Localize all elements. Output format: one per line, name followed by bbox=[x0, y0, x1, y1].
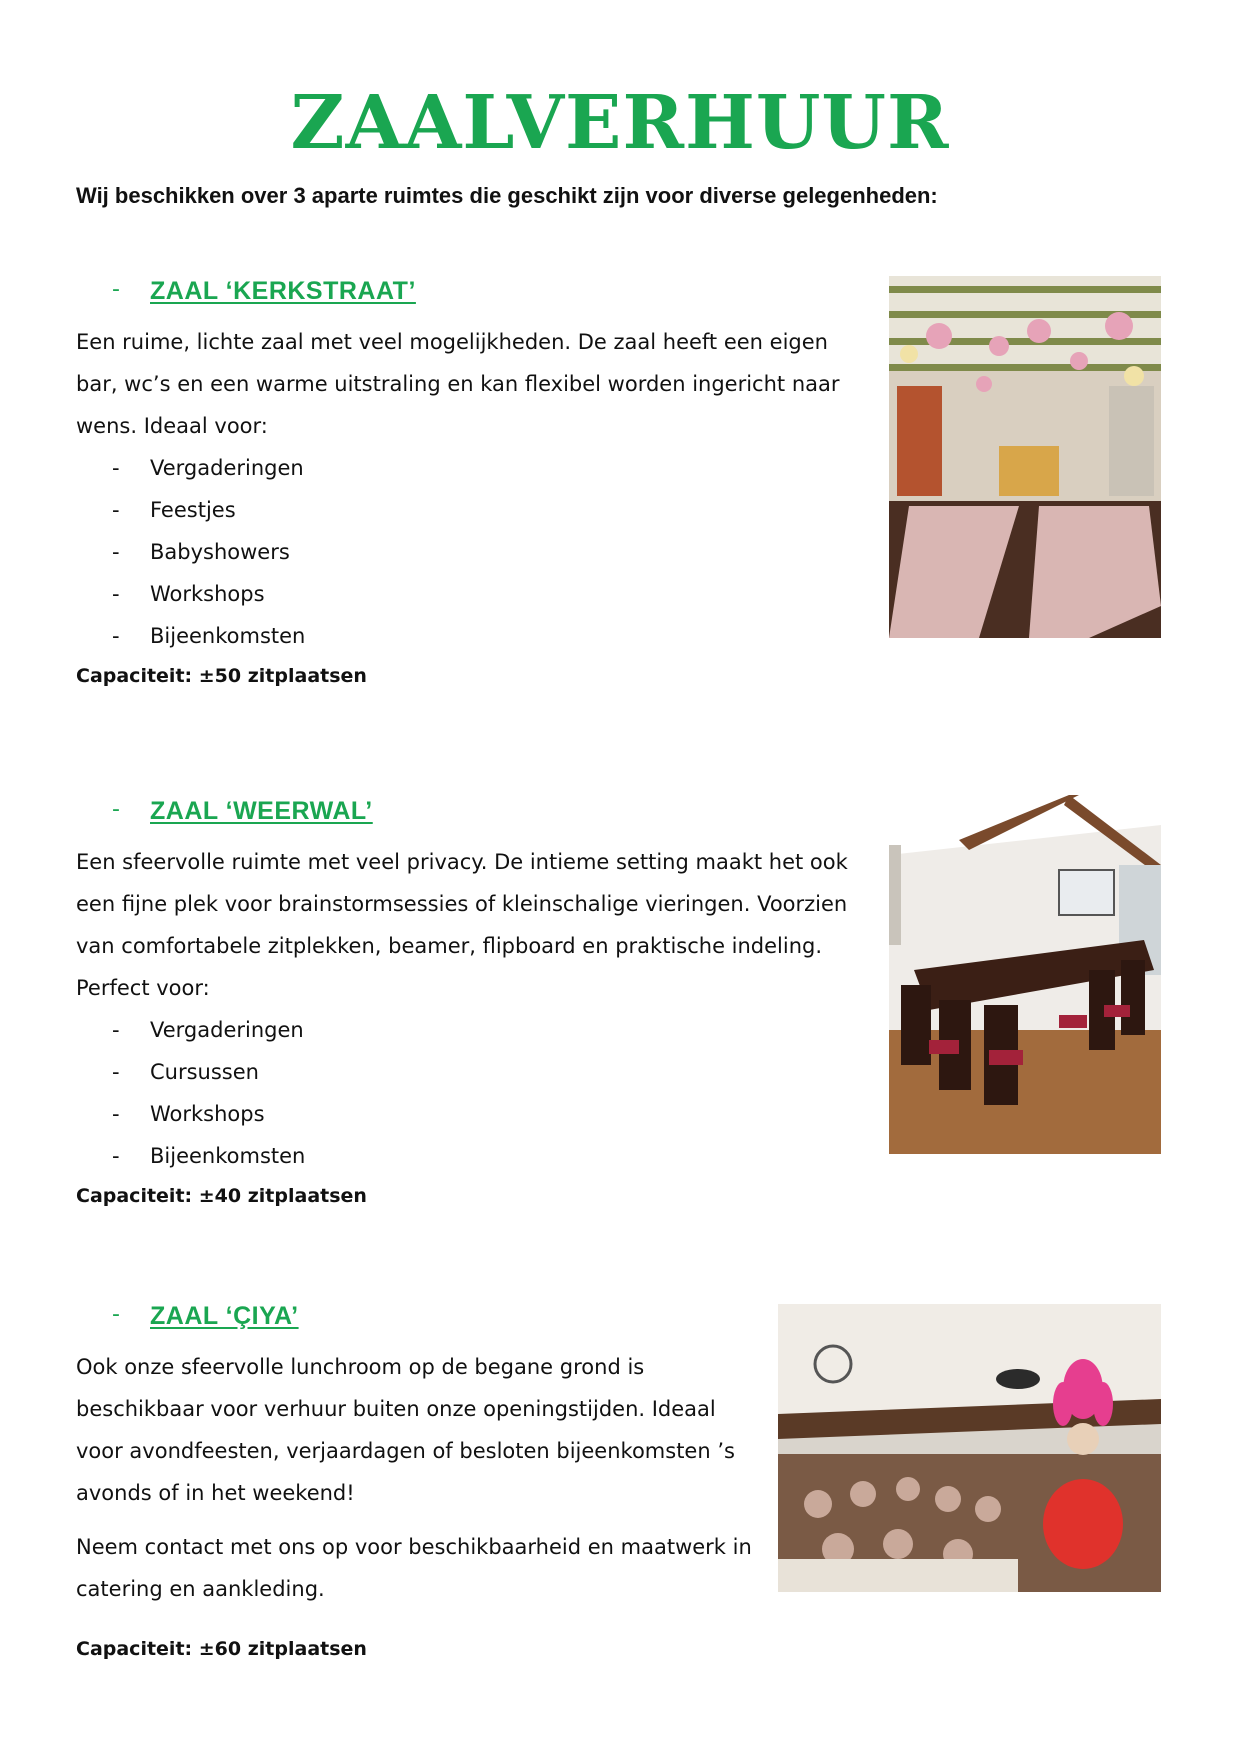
section-heading bbox=[76, 797, 876, 841]
list-item: - Babyshowers bbox=[112, 540, 290, 564]
section-title-weerwal: ZAAL ‘WEERWAL’ bbox=[150, 797, 373, 825]
list-item: - Feestjes bbox=[112, 498, 236, 522]
section-description: Ook onze sfeervolle lunchroom op de begane grond is beschikbaar voor verhuur buiten onze openingstijden. Ideaal voor avondfeesten, verjaardagen of besloten bijeenkomsten ’s avonds of in het weekend! bbox=[76, 1355, 735, 1505]
capacity bbox=[76, 1177, 876, 1215]
page-title: ZAALVERHUUR bbox=[290, 80, 950, 166]
list-item: - Cursussen bbox=[112, 1060, 259, 1084]
suitability-list bbox=[76, 1009, 876, 1177]
capacity bbox=[76, 657, 876, 695]
section-heading bbox=[76, 1302, 766, 1346]
list-item: - Workshops bbox=[112, 582, 265, 606]
list-item: - Vergaderingen bbox=[112, 456, 304, 480]
list-item: - Bijeenkomsten bbox=[112, 624, 306, 648]
intro-text: Wij beschikken over 3 aparte ruimtes die geschikt zijn voor diverse gelegenheden: bbox=[76, 183, 938, 208]
section-kerkstraat bbox=[76, 277, 876, 695]
list-item: - Workshops bbox=[112, 1102, 265, 1126]
capacity bbox=[76, 1630, 766, 1668]
list-item: - Vergaderingen bbox=[112, 1018, 304, 1042]
heading-dash: - bbox=[112, 277, 120, 302]
capacity-label: Capaciteit: bbox=[76, 1185, 193, 1207]
capacity-value: ±40 zitplaatsen bbox=[198, 1185, 367, 1207]
section-description: Een ruime, lichte zaal met veel mogelijkheden. De zaal heeft een eigen bar, wc’s en een warme uitstraling en kan flexibel worden ingericht naar wens. Ideaal voor: bbox=[76, 330, 840, 438]
section-heading bbox=[76, 277, 876, 321]
section-contact-text: Neem contact met ons op voor beschikbaarheid en maatwerk in catering en aankleding. bbox=[76, 1535, 752, 1601]
capacity-value: ±60 zitplaatsen bbox=[198, 1638, 367, 1660]
list-item: - Bijeenkomsten bbox=[112, 1144, 306, 1168]
section-description: Een sfeervolle ruimte met veel privacy. De intieme setting maakt het ook een fijne plek voor brainstormsessies of kleinschalige vieringen. Voorzien van comfortabele zitplekken, beamer, flipboard en praktische indeling. Perfect voor: bbox=[76, 850, 848, 1000]
capacity-value: ±50 zitplaatsen bbox=[198, 665, 367, 687]
capacity-label: Capaciteit: bbox=[76, 665, 193, 687]
heading-dash: - bbox=[112, 797, 120, 822]
photo-ciya bbox=[778, 1304, 1161, 1592]
heading-dash: - bbox=[112, 1302, 120, 1327]
capacity-label: Capaciteit: bbox=[76, 1638, 193, 1660]
suitability-list bbox=[76, 447, 876, 657]
photo-weerwal bbox=[889, 795, 1161, 1154]
photo-kerkstraat bbox=[889, 276, 1161, 638]
section-title-kerkstraat: ZAAL ‘KERKSTRAAT’ bbox=[150, 277, 416, 305]
section-ciya bbox=[76, 1302, 766, 1668]
section-title-ciya: ZAAL ‘ÇIYA’ bbox=[150, 1302, 299, 1330]
section-weerwal bbox=[76, 797, 876, 1215]
